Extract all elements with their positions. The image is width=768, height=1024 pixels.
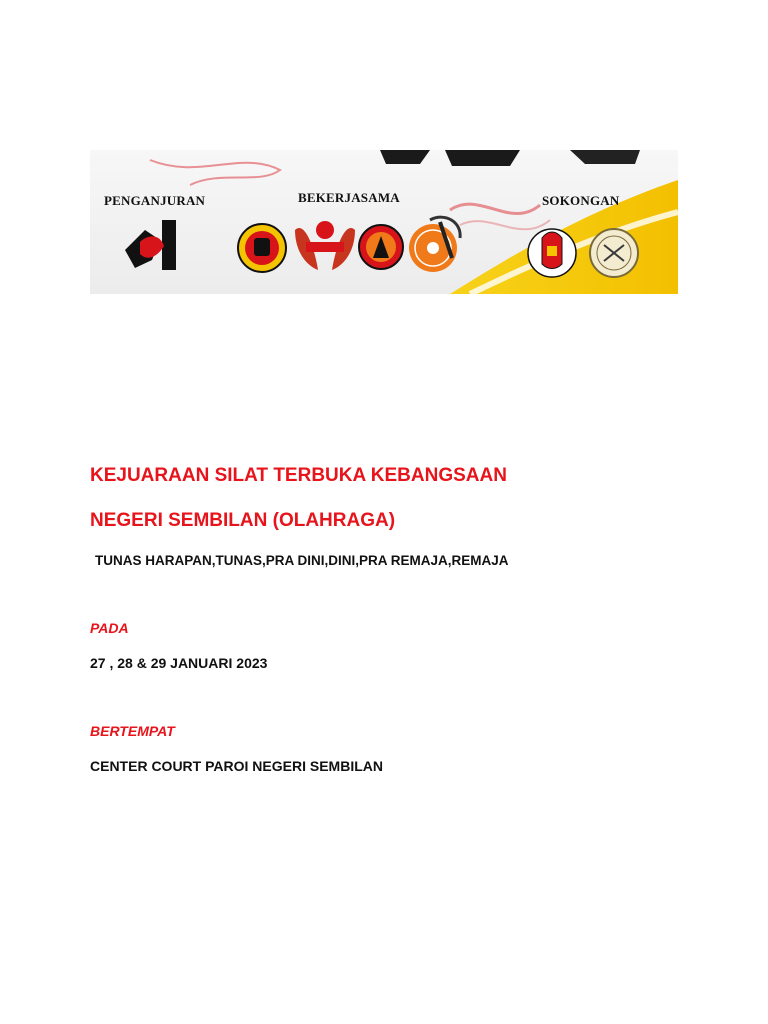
event-categories: TUNAS HARAPAN,TUNAS,PRA DINI,DINI,PRA REMAJA,REMAJA [95,553,509,568]
venue-label: BERTEMPAT [90,723,175,739]
date-label: PADA [90,620,129,636]
date-value: 27 , 28 & 29 JANUARI 2023 [90,655,268,671]
support-logo-seal [590,229,638,277]
support-logo-crest [528,229,576,277]
banner-artwork [90,150,678,294]
venue-value: CENTER COURT PAROI NEGERI SEMBILAN [90,758,383,774]
collab-logo-fist [238,224,286,272]
organizer-label: PENGANJURAN [104,193,206,208]
collaboration-label: BEKERJASAMA [298,190,400,205]
sponsor-banner [90,150,678,294]
event-title-line-2: NEGERI SEMBILAN (OLAHRAGA) [90,510,396,531]
collab-logo-fighter [359,225,403,269]
event-title-line-1: KEJUARAAN SILAT TERBUKA KEBANGSAAN [90,465,507,486]
support-label: SOKONGAN [542,193,620,208]
